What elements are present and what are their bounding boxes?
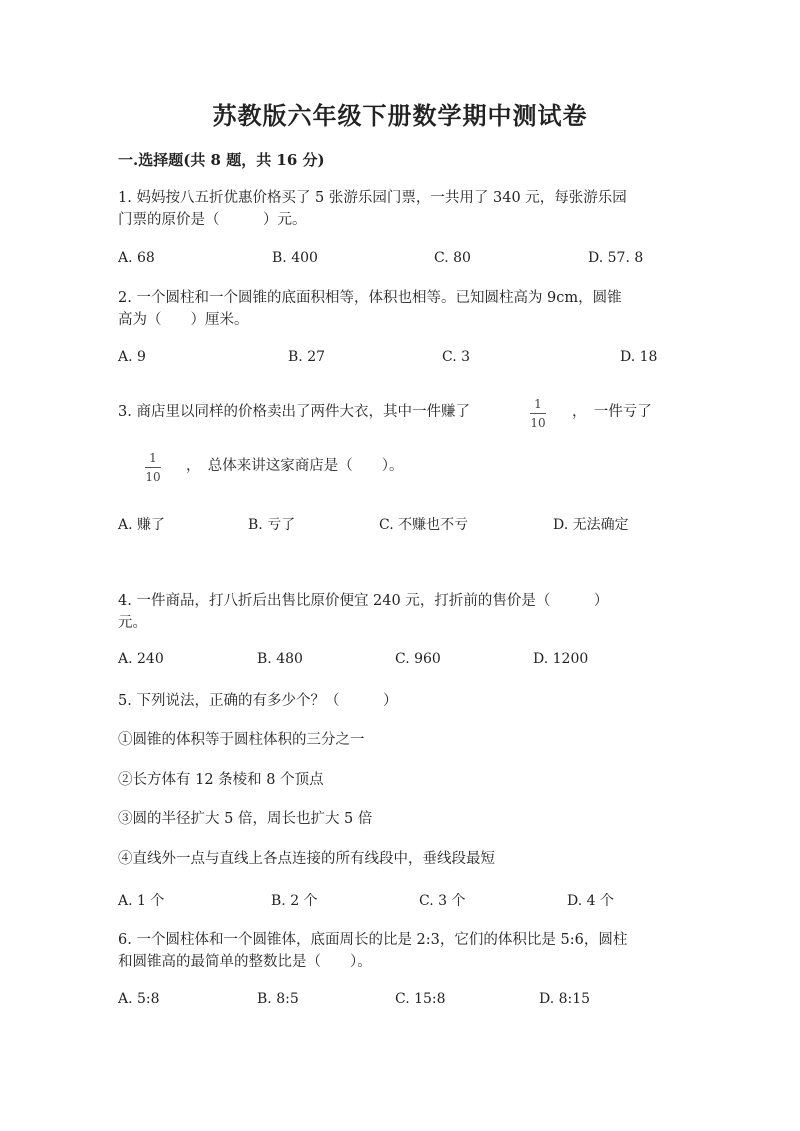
question-1-option-d: D. 57. 8 (588, 250, 644, 266)
question-4-line-1: 4. 一件商品，打八折后出售比原价便宜 240 元，打折前的售价是（ ） (118, 593, 609, 609)
question-3-option-b: B. 亏了 (248, 517, 296, 533)
section-heading: 一.选择题(共 8 题，共 16 分) (118, 151, 325, 169)
fraction-numerator: 1 (149, 451, 157, 465)
fraction-bar (145, 467, 161, 468)
question-1-option-c: C. 80 (434, 250, 471, 266)
question-6-option-c: C. 15:8 (395, 991, 446, 1007)
fraction-denominator: 10 (530, 416, 546, 430)
question-2-line-2: 高为（ ）厘米。 (118, 312, 249, 328)
question-1-option-b: B. 400 (272, 250, 318, 266)
question-5-option-a: A. 1 个 (118, 893, 165, 909)
question-5-statement-1: ①圆锥的体积等于圆柱体积的三分之一 (118, 732, 365, 748)
question-2-line-1: 2. 一个圆柱和一个圆锥的底面积相等，体积也相等。已知圆柱高为 9cm，圆锥 (118, 290, 622, 306)
page-title: 苏教版六年级下册数学期中测试卷 (212, 101, 588, 130)
question-4-option-d: D. 1200 (533, 651, 589, 667)
question-6-line-1: 6. 一个圆柱体和一个圆锥体，底面周长的比是 2:3，它们的体积比是 5:6，圆柱 (118, 932, 628, 948)
fraction-numerator: 1 (534, 397, 542, 411)
question-6-option-a: A. 5:8 (118, 991, 160, 1007)
question-4-option-c: C. 960 (395, 651, 441, 667)
question-5-statement-3: ③圆的半径扩大 5 倍，周长也扩大 5 倍 (118, 811, 373, 827)
question-1-line-2: 门票的原价是（ ）元。 (118, 212, 307, 228)
question-3-option-a: A. 赚了 (118, 517, 166, 533)
question-5-stem: 5. 下列说法，正确的有多少个？（ ） (118, 693, 398, 709)
question-2-option-a: A. 9 (118, 349, 146, 365)
fraction-one-tenth (145, 451, 161, 484)
question-4-line-2: 元。 (118, 615, 147, 631)
question-3-option-c: C. 不赚也不亏 (379, 517, 469, 533)
question-6-option-b: B. 8:5 (257, 991, 299, 1007)
question-5-statement-4: ④直线外一点与直线上各点连接的所有线段中，垂线段最短 (118, 851, 495, 867)
fraction-denominator: 10 (145, 470, 161, 484)
question-1-option-a: A. 68 (118, 250, 155, 266)
question-3-part-2: ， 一件亏了 (572, 404, 652, 420)
question-4-option-b: B. 480 (257, 651, 303, 667)
question-2-option-c: C. 3 (442, 349, 471, 365)
question-2-option-b: B. 27 (288, 349, 326, 365)
question-6-option-d: D. 8:15 (539, 991, 591, 1007)
question-5-option-d: D. 4 个 (567, 893, 614, 909)
question-3-option-d: D. 无法确定 (553, 517, 629, 533)
question-2-option-d: D. 18 (620, 349, 658, 365)
question-6-line-2: 和圆锥高的最简单的整数比是（ ）。 (118, 954, 372, 970)
question-5-option-c: C. 3 个 (419, 893, 466, 909)
question-5-statement-2: ②长方体有 12 条棱和 8 个顶点 (118, 772, 324, 788)
question-1-line-1: 1. 妈妈按八五折优惠价格买了 5 张游乐园门票，一共用了 340 元，每张游乐园 (118, 190, 627, 206)
question-4-option-a: A. 240 (118, 651, 164, 667)
fraction-one-tenth (530, 397, 546, 430)
fraction-bar (530, 413, 546, 414)
question-5-option-b: B. 2 个 (271, 893, 318, 909)
question-3-part-3: ， 总体来讲这家商店是（ ）。 (186, 458, 404, 474)
question-3-part-1: 3. 商店里以同样的价格卖出了两件大衣，其中一件赚了 (118, 404, 470, 420)
